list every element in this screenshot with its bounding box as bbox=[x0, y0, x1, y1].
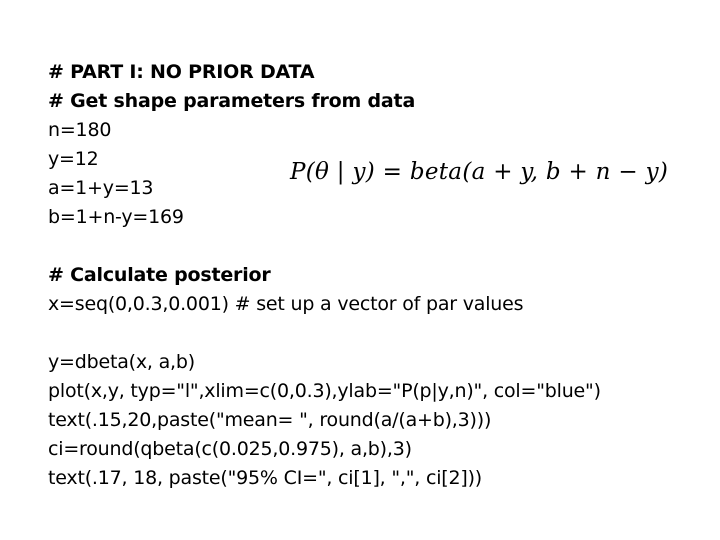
posterior-formula: P(θ | y) = beta(a + y, b + n − y) bbox=[290, 159, 669, 185]
code-block bbox=[48, 58, 688, 493]
code-line: a=1+y=13 bbox=[48, 177, 154, 199]
code-line: n=180 bbox=[48, 119, 112, 141]
code-line: y=dbeta(x, a,b) bbox=[48, 351, 195, 373]
code-line: plot(x,y, typ="l",xlim=c(0,0.3),ylab="P(p|y,n)", col="blue") bbox=[48, 380, 601, 402]
comment-line: # Calculate posterior bbox=[48, 264, 271, 286]
blank-line bbox=[48, 319, 688, 348]
blank-line bbox=[48, 232, 688, 261]
code-line: ci=round(qbeta(c(0.025,0.975), a,b),3) bbox=[48, 438, 412, 460]
comment-line: # Get shape parameters from data bbox=[48, 90, 416, 112]
code-line: b=1+n-y=169 bbox=[48, 206, 184, 228]
comment-line: # PART I: NO PRIOR DATA bbox=[48, 61, 315, 83]
code-line: text(.17, 18, paste("95% CI=", ci[1], ",", ci[2])) bbox=[48, 467, 483, 489]
code-line: x=seq(0,0.3,0.001) # set up a vector of par values bbox=[48, 293, 524, 315]
code-line: y=12 bbox=[48, 148, 99, 170]
code-line: text(.15,20,paste("mean= ", round(a/(a+b),3))) bbox=[48, 409, 492, 431]
